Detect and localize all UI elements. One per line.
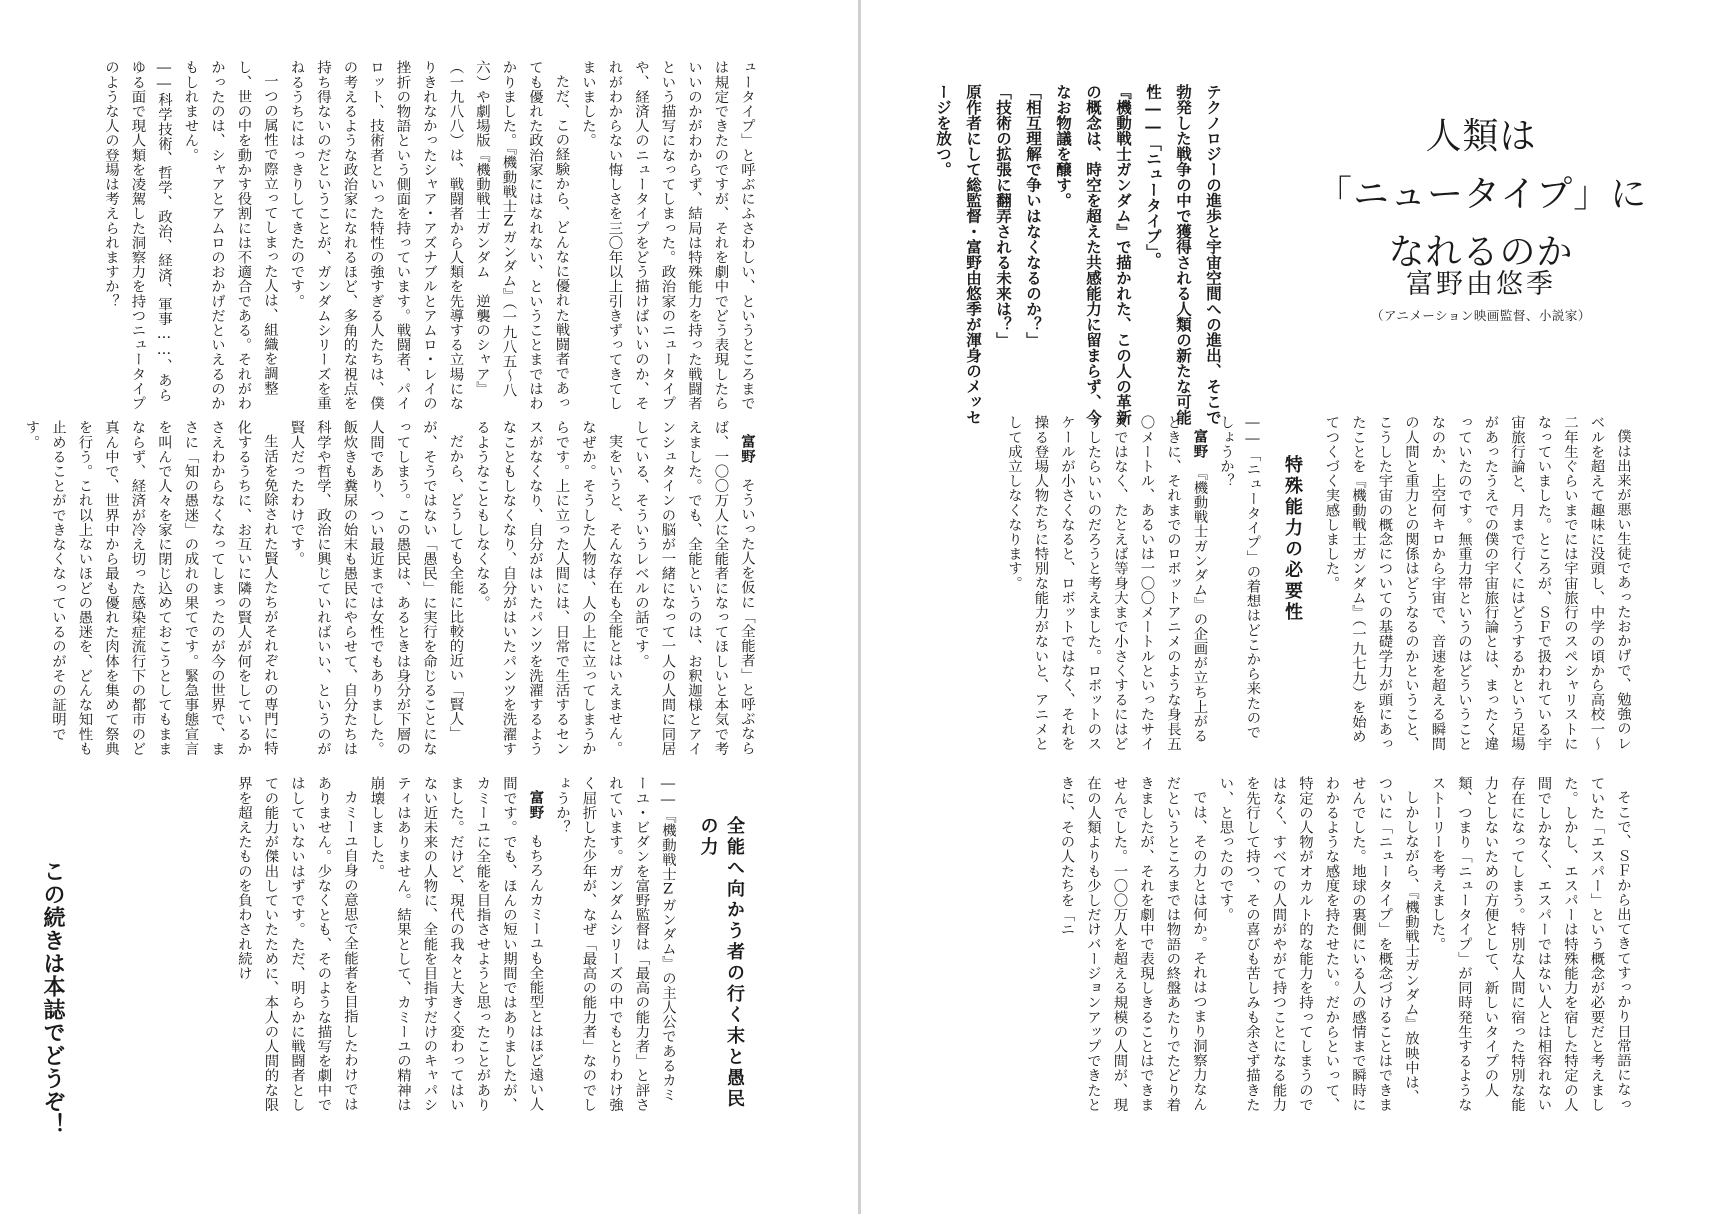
body-paragraph: ュータイプ」と呼ぶにふさわしい、というところまでは規定できたのですが、それを劇中でどう表現したらいいのかがわからず、結局は特殊能力を持った戦闘者という描写になってしまった。政治家のニュータイプや、経済人のニュータイプをどう描けばいいのか、それがわからない悔しさを三〇年以上引きずってきてしまいました。 bbox=[580, 60, 755, 411]
lead-paragraph: 「技術の拡張に翻弄される未来は？」 bbox=[994, 84, 1012, 348]
right-body-lower bbox=[958, 776, 1636, 1112]
speaker-label: 富野 bbox=[527, 790, 544, 820]
section-heading: 特殊能力の必要性 bbox=[1282, 455, 1303, 623]
body-paragraph: 実をいうと、そんな存在も全能とはいえません。なぜか。そうした人物は、人の上に立ってしまうからです。上に立った人間には、日常で生活するセンスがなくなり、自分がはいたパンツを洗濯するようなこともしなくなり、自分がはいたパンツを洗濯するようなこともしなくなる。 bbox=[474, 420, 623, 756]
body-paragraph: 僕は出来が悪い生徒であったおかげで、勉強のレベルを超えて趣味に没頭し、中学の頃から高校一～二年生ぐらいまでには宇宙旅行のスペシャリストになっていました。ところが、ＳＦで扱われている宇宙旅行論と、月まで行くにはどうするかという足場があったうえでの僕の宇宙旅行論とは、まったく違っていたのです。無重力帯というのはどういうことなのか、上空何キロから宇宙で、音速を超える瞬間の人間と重力との関係はどうなるのかということ、こうした宇宙の概念についての基礎学力が頭にあったことを『機動戦士ガンダム』（一九七九）を始めてつくづく実感しました。 bbox=[1323, 415, 1631, 751]
left-body-upper bbox=[90, 60, 760, 412]
interview-question: ――『機動戦士Ζガンダム』の主人公であるカミーユ・ビダンを富野監督は「最高の能力者」と評されています。ガンダムシリーズの中でもとりわけ強く屈折した少年が、なぜ「最高の能力者」なのでしょうか？ bbox=[554, 776, 676, 1112]
body-paragraph: しかしながら、『機動戦士ガンダム』放映中は、ついに「ニュータイプ」を概念づけることはできませんでした。地球の裏側にいる人の感情まで瞬時にわかるような感度を持たせたい。だからといって、特定の人物がオカルト的な能力を持ってしまうのではなく、すべての人間がやがて持つことになる能力を先行して持つ、その喜びも苦しみも余さず描きたい、と思ったのです。 bbox=[1217, 776, 1419, 1112]
interview-answer: そういった人を仮に「全能者」と呼ぶならば、一〇〇万人に全能者になってほしいと本気で考えました。でも、全能というのは、お釈迦様とアインシュタインの脳が一緒になって一人の人間に同居している、そういうレベルの話です。 bbox=[633, 420, 755, 756]
interview-question: ――科学技術、哲学、政治、経済、軍事……、あらゆる面で現人類を凌駕した洞察力を持つニュータイプのような人の登場は考えられますか？ bbox=[103, 60, 172, 411]
body-paragraph: 一つの属性で際立ってしまった人は、組織を調整し、世の中を動かす役割には不適合である。それがわかったのは、シャアとアムロのおかげだといえるのかもしれません。 bbox=[182, 60, 278, 411]
body-paragraph: ただ、この経験から、どんなに優れた戦闘者であっても優れた政治家にはなれない、ということまではわかりました。『機動戦士Ζガンダム』（一九八五～八六）や劇場版『機動戦士ガンダム 逆襲のシャア』（一九八八）は、戦闘者から人類を先導する立場になりきれなかったシャア・アズナブルとアムロ・レイの挫折の物語という側面を持っています。戦闘者、パイロット、技術者といった特性の強すぎる人たちは、僕の考えるような政治家になれるほど、多角的な視点を持ち得ないのだということが、ガンダムシリーズを重ねるうちにはっきりしてきたのです。 bbox=[288, 60, 570, 411]
body-paragraph: 生活を免除された賢人たちがそれぞれの専門に特化するうちに、お互いに隣の賢人が何をしているかさえわからなくなってしまったのが今の世界で、まさに「知の愚迷」の成れの果てです。緊急事態宣言を叫んで人々を家に閉じ込めておこうとしてもままならず、経済が冷え切った感染症流行下の都市のど真ん中で、世界中から最も優れた肉体を集めて祭典を行う。これ以上ないほどの愚迷を、どんな知性も止めることができなくなっているのがその証明です。 bbox=[23, 420, 278, 756]
body-paragraph: だから、どうしても全能に比較的近い「賢人」が、そうではない「愚民」に実行を命じることになってしまう。この愚民は、あるときは身分が下層の人間であり、つい最近までは女性でもありました。飯炊きも糞尿の始末も愚民にやらせて、自分たちは科学や哲学、政治に興じていればいい、というのが賢人だったわけです。 bbox=[288, 420, 464, 756]
lead-paragraph: 「相互理解で争いはなくなるのか？」 bbox=[1024, 84, 1042, 348]
left-body-lower bbox=[90, 776, 760, 1112]
title-line: 「ニュータイプ」に bbox=[1316, 174, 1648, 215]
lead-paragraph: 原作者にして総監督・富野由悠季が渾身のメッセージを放つ。 bbox=[934, 84, 982, 425]
lead-text bbox=[934, 84, 1228, 434]
lead-paragraph: 『機動戦士ガンダム』で描かれた、この人の革新の概念は、時空を超えた共感能力に留まらず、今なお物議を醸す。 bbox=[1054, 84, 1132, 425]
title-line: 人類は bbox=[1425, 116, 1537, 157]
article-title bbox=[1316, 108, 1646, 282]
left-body-middle bbox=[23, 420, 760, 760]
continued-notice: この続きは本誌でどうぞ！ bbox=[40, 860, 65, 1136]
body-paragraph: そこで、ＳＦから出てきてすっかり日常語になっていた「エスパー」という概念が必要だと考えました。しかし、エスパーは特殊能力を宿した特定の人間でしかなく、エスパーではない人とは相容れない存在になってしまう。特別な人間に宿った特別な能力としないための方便として、新しいタイプの人類、つまり「ニュータイプ」が同時発生するようなストーリーを考えました。 bbox=[1429, 776, 1631, 1112]
interview-answer: 『機動戦士ガンダム』の企画が立ち上がるときに、それまでのロボットアニメのような身長五〇メートル、あるいは一〇〇メートルといったサイズではなく、たとえば等身大まで小さくするにはどうしたらいいのだろうと考えました。ロボットのスケールが小さくなると、ロボットではなく、それを操る登場人物たちに特別な能力がないと、アニメとして成立しなくなります。 bbox=[1006, 415, 1208, 751]
body-paragraph: では、その力とは何か。それはつまり洞察力なんだというところまでは物語の終盤あたりでたどり着きましたが、それを劇中で表現しきることはできませんでした。一〇〇万人を超える規模の人間が、現在の人類よりも少しだけバージョンアップできたときに、その人たちを「ニ bbox=[1058, 776, 1207, 1112]
title-line: なれるのか bbox=[1388, 232, 1574, 273]
speaker-label: 富野 bbox=[739, 434, 755, 464]
right-body-upper bbox=[1006, 415, 1636, 751]
interview-answer: もちろんカミーユも全能型とはほど遠い人間です。でも、ほんの短い期間ではありましたが、カミーユに全能を目指させようと思ったことがありました。だけど、現代の我々と大きく変わってはいない近未来の人物に、全能を目指すだけのキャパシティはありません。結果として、カミーユの精神は崩壊しました。 bbox=[368, 776, 544, 1112]
page-gutter bbox=[858, 0, 861, 1214]
body-paragraph: カミーユ自身の意思で全能者を目指したわけではありません。少なくとも、そのような描写を劇中ではしていないはずです。ただ、明らかに戦闘者としての能力が傑出していたために、本人の人間的な限界を超えたものを負わされ続け bbox=[236, 776, 358, 1112]
interview-question: ――「ニュータイプ」の着想はどこから来たのでしょうか？ bbox=[1218, 415, 1261, 740]
author-role: （アニメーション映画監督、小説家） bbox=[1371, 308, 1591, 323]
lead-paragraph: テクノロジーの進歩と宇宙空間への進出、そこで勃発した戦争の中で獲得される人類の新たな可能性――「ニュータイプ」。 bbox=[1144, 84, 1222, 425]
section-heading: 全能へ向かう者の行く末と愚民の力 bbox=[697, 816, 745, 1110]
speaker-label: 富野 bbox=[1191, 429, 1208, 459]
author-name: 富野由悠季 bbox=[1406, 269, 1556, 300]
